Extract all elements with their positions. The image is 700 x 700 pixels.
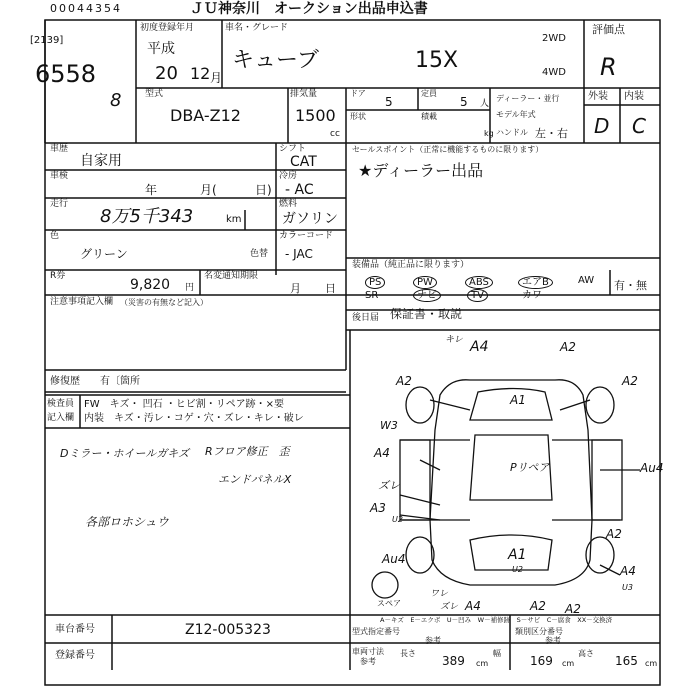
mark-a4-top: A4 xyxy=(470,339,489,355)
equip-presence: 有・無 xyxy=(614,279,647,292)
dealer-label: ディーラー・並行 xyxy=(496,94,560,103)
equipment-label: 装備品（純正品に限ります） xyxy=(352,260,470,270)
displacement-label: 排気量 xyxy=(290,89,318,99)
inspection-day: 日) xyxy=(255,183,272,197)
drive-2wd: 2WD xyxy=(542,33,566,44)
capacity-unit: 人 xyxy=(480,99,490,109)
length-value: 389 xyxy=(442,654,465,668)
mark-zure-bottom: ズレ xyxy=(440,602,459,612)
capacity-label: 定員 xyxy=(421,89,437,98)
registration-era: 平成 xyxy=(147,41,175,57)
model-year-label: モデル年式 xyxy=(496,110,536,119)
width-unit: cm xyxy=(562,659,575,668)
shift-value: CAT xyxy=(290,154,317,170)
mark-a2-bottom-2: A2 xyxy=(565,602,581,616)
displacement-value: 1500 xyxy=(295,106,336,125)
mark-u2-left: U2 xyxy=(392,515,403,524)
sales-point: ★ディーラー出品 xyxy=(358,161,484,180)
chassis-number: Z12-005323 xyxy=(185,622,271,638)
type-no-label: 型式指定番号 xyxy=(352,627,400,636)
equip-leather: カワ xyxy=(522,290,542,301)
length-label: 長さ xyxy=(400,649,416,658)
mark-a2-right: A2 xyxy=(622,374,638,388)
mark-au4-right: Au4 xyxy=(640,461,664,475)
doors-value: 5 xyxy=(385,95,393,109)
fuel-label: 燃料 xyxy=(279,199,298,209)
equip-navi: ナビ xyxy=(413,289,441,302)
registration-label: 初度登録年月 xyxy=(140,23,195,33)
shift-label: シフト xyxy=(279,144,307,154)
score-value: R xyxy=(600,53,617,81)
inspector-row-2: 内装 キズ・汚レ・コゲ・穴・ズレ・キレ・破レ xyxy=(84,413,304,424)
mark-a2-bottom-1: A2 xyxy=(530,599,546,613)
sales-label: セールスポイント（正常に機能するものに限ります） xyxy=(352,145,544,154)
interior-label: 内装 xyxy=(624,91,644,102)
mark-u3: U3 xyxy=(622,583,633,592)
mark-a1-bottom: A1 xyxy=(508,547,527,563)
length-unit: cm xyxy=(476,659,489,668)
mark-a2-top: A2 xyxy=(560,340,576,354)
equip-sr: SR xyxy=(365,290,379,301)
inspector-note-4: 各部ロホシュウ xyxy=(85,515,169,529)
mileage-unit: km xyxy=(226,214,242,225)
color-label: 色 xyxy=(50,231,60,241)
inspector-label: 検査員 xyxy=(47,399,75,409)
recycle-unit: 円 xyxy=(185,283,195,293)
height-label: 高さ xyxy=(578,649,594,658)
transfer-month: 月 xyxy=(290,282,301,295)
doors-label: ドア xyxy=(350,89,366,98)
notes-label: 注意事項記入欄 xyxy=(50,297,114,307)
model-label: 型式 xyxy=(145,89,164,99)
mark-repair: Pリペア xyxy=(510,461,550,474)
sheet-title: ＪＵ神奈川 オークション出品申込書 xyxy=(190,1,428,17)
color-change-label: 色替 xyxy=(250,249,269,259)
inspector-note-2: Rフロア修正 歪 xyxy=(205,445,290,458)
mark-a3: A3 xyxy=(370,501,386,515)
repair-label: 修復歴 xyxy=(50,376,80,387)
mark-a2-mid: A2 xyxy=(606,527,622,541)
mark-a4-left: A4 xyxy=(374,446,390,460)
history-value: 自家用 xyxy=(80,153,122,169)
registration-month: 12 xyxy=(190,64,211,83)
inspection-year: 年 xyxy=(145,183,158,197)
score-label: 評価点 xyxy=(592,23,625,36)
equip-ps: PS xyxy=(365,276,385,289)
history-label: 車歴 xyxy=(50,144,69,154)
mark-u2-bottom: U2 xyxy=(512,565,523,574)
equip-abs: ABS xyxy=(465,276,493,289)
after-value: 保証書・取説 xyxy=(390,307,463,321)
mark-au4-left: Au4 xyxy=(382,552,406,566)
cooler-label: 冷房 xyxy=(279,171,298,181)
dims-label: 車両寸法 xyxy=(352,647,384,656)
dims-ref: 参考 xyxy=(360,657,376,666)
exterior-label: 外装 xyxy=(588,91,608,102)
load-label: 積載 xyxy=(421,112,437,121)
transfer-label: 名変通知期限 xyxy=(204,271,259,281)
category-label: 類別区分番号 xyxy=(515,627,563,636)
diagram-legend: A－キズ E－エクボ U－凹み W－補修跡 S－サビ C－腐食 XX－交換済 xyxy=(380,616,613,624)
equip-tv: TV xyxy=(467,289,488,302)
inspector-label-2: 記入欄 xyxy=(47,413,75,423)
equip-pw: PW xyxy=(413,276,437,289)
mark-w3: W3 xyxy=(380,419,398,432)
handle-value: 左・右 xyxy=(535,127,568,140)
mileage-value: 8万5千343 xyxy=(100,206,194,227)
handle-label: ハンドル xyxy=(496,128,528,137)
color-code-value: - JAC xyxy=(285,247,313,261)
mark-kire: キレ xyxy=(445,335,463,345)
car-name-label: 車名・グレード xyxy=(225,23,289,33)
inspector-row-1: FW キズ・ 凹石 ・ヒビ割・リペア跡・×要 xyxy=(84,399,284,410)
mark-a4-bottom: A4 xyxy=(465,599,481,613)
equip-airbag: エアB xyxy=(518,276,553,289)
displacement-unit: cc xyxy=(330,129,340,139)
transfer-day: 日 xyxy=(325,282,336,295)
shape-label: 形状 xyxy=(350,112,366,121)
mark-a2-left: A2 xyxy=(396,374,412,388)
registration-year: 20 xyxy=(155,63,178,84)
car-name: キューブ xyxy=(232,48,319,73)
after-label: 後日届 xyxy=(352,313,380,323)
inspection-label: 車検 xyxy=(50,171,69,181)
mark-a4-right: A4 xyxy=(620,564,636,578)
inspector-note-1: Dミラー・ホイールガキズ xyxy=(60,447,190,460)
car-grade: 15X xyxy=(415,48,459,73)
car-diagram xyxy=(372,380,640,598)
mark-zure-left: ズレ xyxy=(378,479,400,492)
color-code-label: カラーコード xyxy=(279,231,334,241)
cooler-value: - AC xyxy=(285,182,314,198)
reg-label: 登録番号 xyxy=(55,650,95,661)
lot-mark: 8 xyxy=(110,90,122,111)
exterior-grade: D xyxy=(594,114,610,138)
sheet-id: 00044354 xyxy=(50,2,122,15)
chassis-label: 車台番号 xyxy=(55,624,95,635)
inspector-note-3: エンドパネルX xyxy=(218,473,292,486)
mark-ware: ワレ xyxy=(430,589,449,599)
interior-grade: C xyxy=(632,114,646,138)
equip-aw: AW xyxy=(578,275,595,286)
category-ref: 参考 xyxy=(545,636,561,645)
color-value: グリーン xyxy=(80,247,128,261)
load-unit: kg xyxy=(484,129,494,138)
mileage-label: 走行 xyxy=(50,199,69,209)
height-value: 165 xyxy=(615,654,638,668)
type-no-ref: 参考 xyxy=(425,636,441,645)
mark-a1-top: A1 xyxy=(510,393,526,407)
recycle-label: R券 xyxy=(50,271,66,281)
lot-number: 6558 xyxy=(35,60,97,88)
recycle-value: 9,820 xyxy=(130,277,171,293)
model-value: DBA-Z12 xyxy=(170,106,241,125)
drive-4wd: 4WD xyxy=(542,67,566,78)
height-unit: cm xyxy=(645,659,658,668)
notes-sublabel: （災害の有無など記入） xyxy=(120,298,208,307)
width-label: 幅 xyxy=(493,649,501,658)
inspection-month: 月( xyxy=(200,183,217,197)
width-value: 169 xyxy=(530,654,553,668)
lot-code: [2139] xyxy=(30,35,64,46)
fuel-value: ガソリン xyxy=(282,211,338,227)
capacity-value: 5 xyxy=(460,95,468,109)
repair-value: 有〔箇所 xyxy=(100,376,140,387)
spare-label: スペア xyxy=(377,599,401,608)
registration-month-unit: 月 xyxy=(210,71,223,85)
